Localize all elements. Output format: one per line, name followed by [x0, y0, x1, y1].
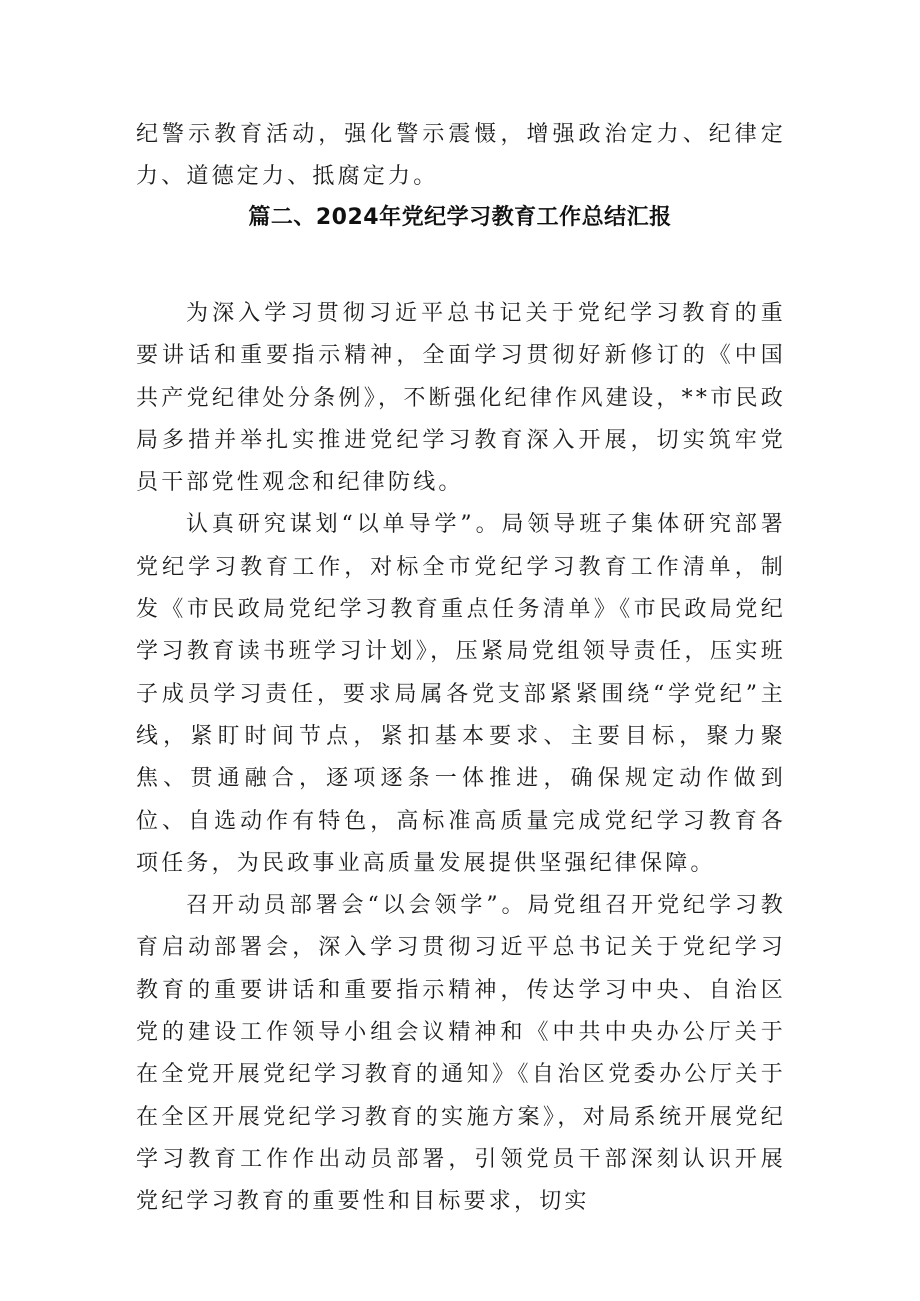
section-heading: 篇二、2024年党纪学习教育工作总结汇报	[248, 205, 672, 230]
paragraph-planning: 认真研究谋划“以单导学”。局领导班子集体研究部署党纪学习教育工作，对标全市党纪学习教育工作清单，制发《市民政局党纪学习教育重点任务清单》《市民政局党纪学习教育读书班学习计划》，压紧局党组领导责任，压实班子成员学习责任，要求局属各党支部紧紧围绕“学党纪”主线，紧盯时间节点，紧扣基本要求、主要目标，聚力聚焦、贯通融合，逐项逐条一体推进，确保规定动作做到位、自选动作有特色，高标准高质量完成党纪学习教育各项任务，为民政事业高质量发展提供坚强纪律保障。	[136, 512, 786, 876]
lead-paragraph-block	[136, 114, 786, 199]
paragraph-intro: 为深入学习贯彻习近平总书记关于党纪学习教育的重要讲话和重要指示精神，全面学习贯彻好新修订的《中国共产党纪律处分条例》，不断强化纪律作风建设，**市民政局多措并举扎实推进党纪学习教育深入开展，切实筑牢党员干部党性观念和纪律防线。	[136, 301, 786, 496]
body-paragraphs	[136, 293, 786, 1224]
lead-paragraph: 纪警示教育活动，强化警示震慑，增强政治定力、纪律定力、道德定力、抵腐定力。	[136, 122, 786, 190]
paragraph-mobilization: 召开动员部署会“以会领学”。局党组召开党纪学习教育启动部署会，深入学习贯彻习近平总书记关于党纪学习教育的重要讲话和重要指示精神，传达学习中央、自治区党的建设工作领导小组会议精神和《中共中央办公厅关于在全党开展党纪学习教育的通知》《自治区党委办公厅关于在全区开展党纪学习教育的实施方案》，对局系统开展党纪学习教育工作作出动员部署，引领党员干部深刻认识开展党纪学习教育的重要性和目标要求，切实	[136, 893, 786, 1215]
